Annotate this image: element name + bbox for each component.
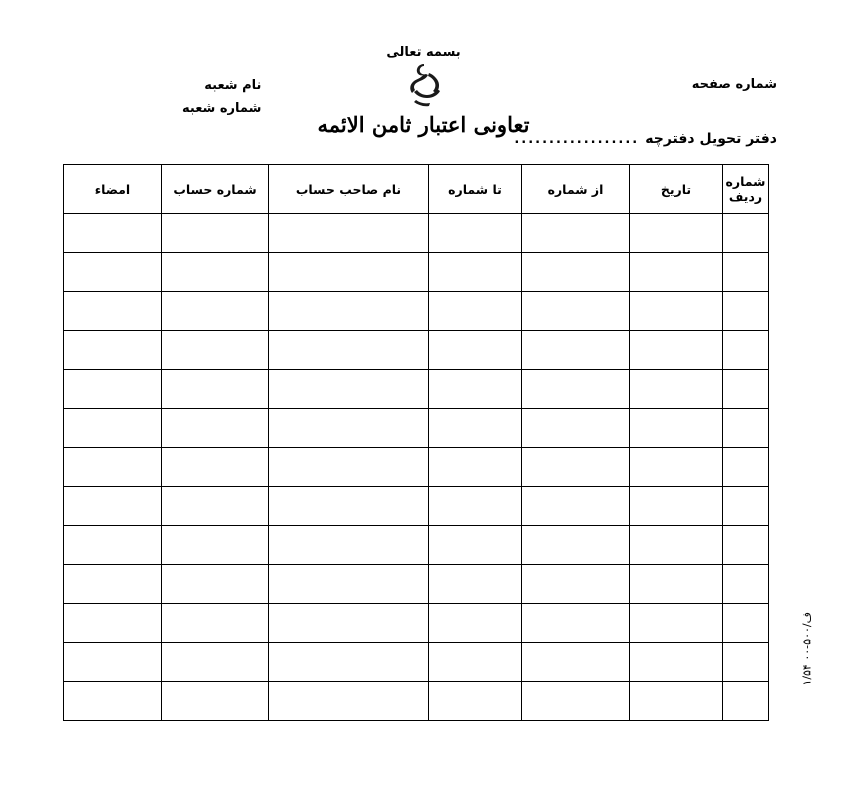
table-row xyxy=(64,565,769,604)
cell-from_number[interactable] xyxy=(522,214,630,253)
cell-row_no[interactable] xyxy=(723,214,769,253)
cell-account_holder[interactable] xyxy=(269,409,429,448)
cell-account_number[interactable] xyxy=(162,526,269,565)
deliver-title: دفتر تحویل دفترچه xyxy=(645,131,777,147)
table-row xyxy=(64,682,769,721)
cell-account_number[interactable] xyxy=(162,253,269,292)
deliver-title-line xyxy=(514,131,777,147)
cell-date[interactable] xyxy=(630,682,723,721)
cell-date[interactable] xyxy=(630,292,723,331)
cell-account_number[interactable] xyxy=(162,370,269,409)
cell-to_number[interactable] xyxy=(429,253,522,292)
cell-to_number[interactable] xyxy=(429,604,522,643)
branch-info-block xyxy=(182,74,261,120)
column-header-row-no-line1: شماره xyxy=(725,174,766,189)
branch-number-label: شماره شعبه xyxy=(182,101,262,116)
ledger-table xyxy=(63,164,769,721)
table-row xyxy=(64,604,769,643)
cell-row_no[interactable] xyxy=(723,604,769,643)
cell-to_number[interactable] xyxy=(429,448,522,487)
cell-from_number[interactable] xyxy=(522,487,630,526)
table-body xyxy=(64,214,769,721)
cell-to_number[interactable] xyxy=(429,487,522,526)
cell-signature[interactable] xyxy=(64,331,162,370)
cell-from_number[interactable] xyxy=(522,643,630,682)
cell-to_number[interactable] xyxy=(429,643,522,682)
cell-account_holder[interactable] xyxy=(269,253,429,292)
ledger-table-wrap xyxy=(64,164,769,721)
cell-date[interactable] xyxy=(630,331,723,370)
cell-row_no[interactable] xyxy=(723,643,769,682)
cell-account_number[interactable] xyxy=(162,292,269,331)
cell-signature[interactable] xyxy=(64,682,162,721)
cell-to_number[interactable] xyxy=(429,526,522,565)
cell-row_no[interactable] xyxy=(723,331,769,370)
cell-date[interactable] xyxy=(630,253,723,292)
table-row xyxy=(64,253,769,292)
cell-account_number[interactable] xyxy=(162,331,269,370)
cell-date[interactable] xyxy=(630,487,723,526)
cell-account_holder[interactable] xyxy=(269,487,429,526)
cell-account_number[interactable] xyxy=(162,643,269,682)
cell-date[interactable] xyxy=(630,565,723,604)
cell-signature[interactable] xyxy=(64,214,162,253)
table-row xyxy=(64,214,769,253)
cell-from_number[interactable] xyxy=(522,370,630,409)
cell-to_number[interactable] xyxy=(429,292,522,331)
cell-account_holder[interactable] xyxy=(269,682,429,721)
cell-date[interactable] xyxy=(630,526,723,565)
cell-row_no[interactable] xyxy=(723,292,769,331)
table-row xyxy=(64,292,769,331)
cell-to_number[interactable] xyxy=(429,565,522,604)
column-header-date: تاریخ xyxy=(630,165,723,214)
cell-account_holder[interactable] xyxy=(269,370,429,409)
cell-to_number[interactable] xyxy=(429,214,522,253)
cell-date[interactable] xyxy=(630,604,723,643)
table-header-row xyxy=(64,165,769,214)
organization-name: تعاونی اعتبار ثامن الائمه xyxy=(317,112,530,137)
cell-date[interactable] xyxy=(630,214,723,253)
table-row xyxy=(64,409,769,448)
table-row xyxy=(64,370,769,409)
cell-to_number[interactable] xyxy=(429,370,522,409)
cell-row_no[interactable] xyxy=(723,526,769,565)
cell-signature[interactable] xyxy=(64,292,162,331)
bismillah-text: بسمه تعالی xyxy=(386,45,461,60)
column-header-account-holder: نام صاحب حساب xyxy=(269,165,429,214)
cell-from_number[interactable] xyxy=(522,409,630,448)
cell-from_number[interactable] xyxy=(522,292,630,331)
cell-account_holder[interactable] xyxy=(269,214,429,253)
cell-row_no[interactable] xyxy=(723,253,769,292)
cell-date[interactable] xyxy=(630,643,723,682)
cell-account_number[interactable] xyxy=(162,487,269,526)
cell-signature[interactable] xyxy=(64,409,162,448)
form-code: ف/۵۰۰-۰۰ ۱/۵۴ xyxy=(801,612,814,686)
page-number-label: شماره صفحه xyxy=(691,77,777,92)
cell-from_number[interactable] xyxy=(522,448,630,487)
cell-from_number[interactable] xyxy=(522,682,630,721)
cell-account_number[interactable] xyxy=(162,682,269,721)
cell-signature[interactable] xyxy=(64,604,162,643)
cell-account_holder[interactable] xyxy=(269,448,429,487)
cell-signature[interactable] xyxy=(64,370,162,409)
table-row xyxy=(64,331,769,370)
cell-row_no[interactable] xyxy=(723,409,769,448)
cell-signature[interactable] xyxy=(64,565,162,604)
cell-signature[interactable] xyxy=(64,526,162,565)
cell-from_number[interactable] xyxy=(522,604,630,643)
cell-account_number[interactable] xyxy=(162,604,269,643)
cell-from_number[interactable] xyxy=(522,565,630,604)
column-header-row-no xyxy=(723,165,769,214)
form-header xyxy=(0,0,847,160)
cell-date[interactable] xyxy=(630,409,723,448)
cell-row_no[interactable] xyxy=(723,370,769,409)
cell-row_no[interactable] xyxy=(723,682,769,721)
cell-account_holder[interactable] xyxy=(269,565,429,604)
branch-name-label: نام شعبه xyxy=(204,78,262,93)
column-header-row-no-line2: ردیف xyxy=(728,189,763,204)
cell-from_number[interactable] xyxy=(522,331,630,370)
cell-account_number[interactable] xyxy=(162,214,269,253)
table-row xyxy=(64,643,769,682)
column-header-to-number: تا شماره xyxy=(429,165,522,214)
cell-account_holder[interactable] xyxy=(269,331,429,370)
cell-signature[interactable] xyxy=(64,253,162,292)
cell-to_number[interactable] xyxy=(429,409,522,448)
cell-row_no[interactable] xyxy=(723,565,769,604)
cell-from_number[interactable] xyxy=(522,253,630,292)
cell-date[interactable] xyxy=(630,448,723,487)
cell-account_number[interactable] xyxy=(162,409,269,448)
cell-account_holder[interactable] xyxy=(269,604,429,643)
column-header-account-number: شماره حساب xyxy=(162,165,269,214)
cell-signature[interactable] xyxy=(64,487,162,526)
cell-signature[interactable] xyxy=(64,448,162,487)
cell-date[interactable] xyxy=(630,370,723,409)
cell-from_number[interactable] xyxy=(522,526,630,565)
cell-to_number[interactable] xyxy=(429,331,522,370)
cell-account_number[interactable] xyxy=(162,448,269,487)
table-row xyxy=(64,448,769,487)
column-header-signature: امضاء xyxy=(64,165,162,214)
deliver-dots: .................. xyxy=(514,132,640,147)
cell-account_holder[interactable] xyxy=(269,526,429,565)
cell-account_number[interactable] xyxy=(162,565,269,604)
column-header-from-number: از شماره xyxy=(522,165,630,214)
cell-row_no[interactable] xyxy=(723,448,769,487)
table-row xyxy=(64,526,769,565)
cell-row_no[interactable] xyxy=(723,487,769,526)
cell-account_holder[interactable] xyxy=(269,292,429,331)
cell-signature[interactable] xyxy=(64,643,162,682)
cell-to_number[interactable] xyxy=(429,682,522,721)
cell-account_holder[interactable] xyxy=(269,643,429,682)
table-row xyxy=(64,487,769,526)
